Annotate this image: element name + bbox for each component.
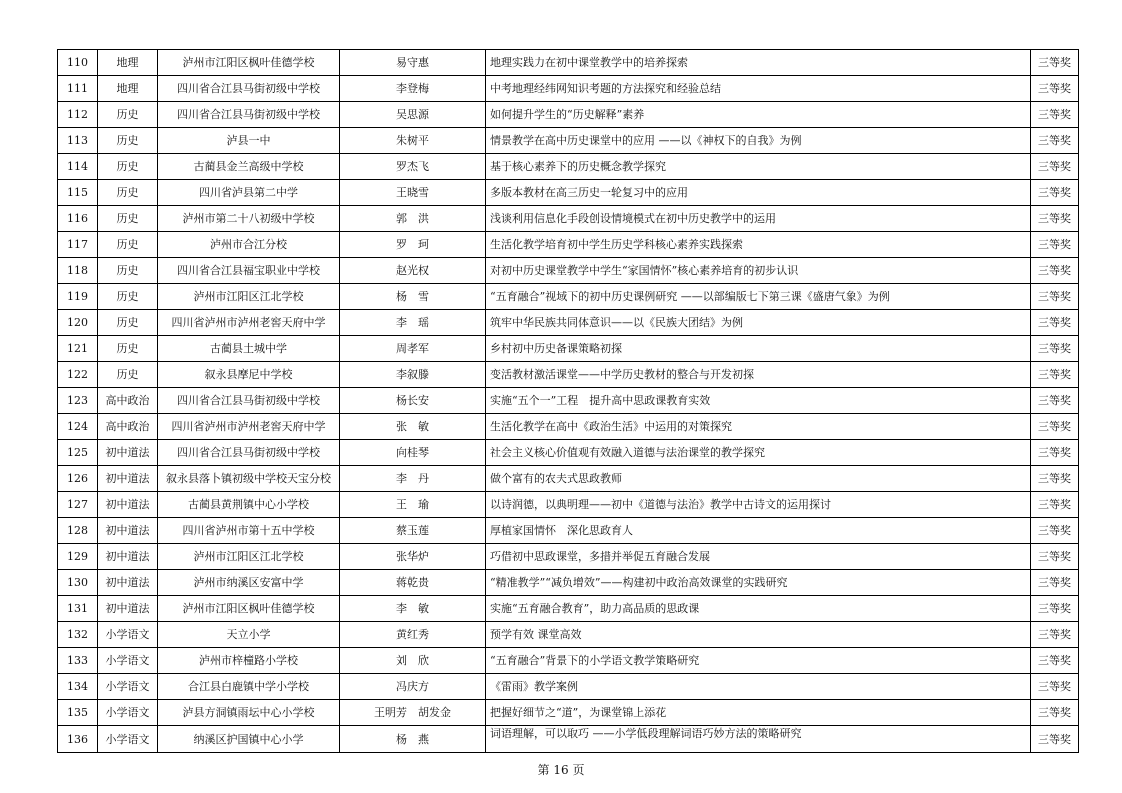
subject-cell: 初中道法 [98,596,158,622]
paper-title-cell: 实施“五育融合教育”，助力高品质的思政课 [486,596,1031,622]
author-cell: 向桂琴 [340,440,486,466]
school-cell: 四川省泸州市泸州老窖天府中学 [158,310,340,336]
author-cell: 杨 燕 [340,726,486,753]
table-row [58,700,1079,726]
row-number: 116 [58,206,98,232]
table-row [58,102,1079,128]
school-cell: 四川省合江县马街初级中学校 [158,440,340,466]
award-cell: 三等奖 [1031,544,1079,570]
award-cell: 三等奖 [1031,336,1079,362]
table-row [58,674,1079,700]
award-cell: 三等奖 [1031,440,1079,466]
row-number: 127 [58,492,98,518]
school-cell: 古蔺县土城中学 [158,336,340,362]
school-cell: 纳溪区护国镇中心小学 [158,726,340,753]
row-number: 134 [58,674,98,700]
paper-title-cell: 情景教学在高中历史课堂中的应用 ——以《神权下的自我》为例 [486,128,1031,154]
author-cell: 吴思源 [340,102,486,128]
school-cell: 泸州市第二十八初级中学校 [158,206,340,232]
award-cell: 三等奖 [1031,310,1079,336]
author-cell: 刘 欣 [340,648,486,674]
award-cell: 三等奖 [1031,466,1079,492]
subject-cell: 小学语文 [98,700,158,726]
author-cell: 李登梅 [340,76,486,102]
author-cell: 冯庆方 [340,674,486,700]
row-number: 118 [58,258,98,284]
row-number: 124 [58,414,98,440]
paper-title-cell: 生活化教学在高中《政治生活》中运用的对策探究 [486,414,1031,440]
row-number: 132 [58,622,98,648]
award-cell: 三等奖 [1031,700,1079,726]
row-number: 115 [58,180,98,206]
subject-cell: 历史 [98,154,158,180]
table-row [58,492,1079,518]
school-cell: 四川省合江县福宝职业中学校 [158,258,340,284]
subject-cell: 历史 [98,284,158,310]
row-number: 131 [58,596,98,622]
school-cell: 叙永县摩尼中学校 [158,362,340,388]
award-cell: 三等奖 [1031,726,1079,753]
row-number: 133 [58,648,98,674]
paper-title-cell: 浅谈利用信息化手段创设情境模式在初中历史教学中的运用 [486,206,1031,232]
paper-title-cell: 地理实践力在初中课堂教学中的培养探索 [486,50,1031,76]
subject-cell: 小学语文 [98,726,158,753]
school-cell: 泸州市江阳区枫叶佳德学校 [158,596,340,622]
award-cell: 三等奖 [1031,388,1079,414]
table-row [58,388,1079,414]
school-cell: 古蔺县金兰高级中学校 [158,154,340,180]
row-number: 117 [58,232,98,258]
school-cell: 四川省合江县马街初级中学校 [158,388,340,414]
subject-cell: 高中政治 [98,388,158,414]
school-cell: 泸州市江阳区枫叶佳德学校 [158,50,340,76]
paper-title-cell: 以诗润德，以典明理——初中《道德与法治》教学中古诗文的运用探讨 [486,492,1031,518]
award-cell: 三等奖 [1031,414,1079,440]
subject-cell: 历史 [98,310,158,336]
author-cell: 张 敏 [340,414,486,440]
paper-title-cell: 词语理解，可以取巧 ——小学低段理解词语巧妙方法的策略研究 [486,726,1031,753]
row-number: 110 [58,50,98,76]
awards-table [57,49,1079,753]
award-cell: 三等奖 [1031,596,1079,622]
school-cell: 泸州市纳溪区安富中学 [158,570,340,596]
table-row [58,440,1079,466]
table-row [58,154,1079,180]
row-number: 120 [58,310,98,336]
table-row [58,466,1079,492]
paper-title-cell: 巧借初中思政课堂，多措并举促五育融合发展 [486,544,1031,570]
subject-cell: 历史 [98,362,158,388]
school-cell: 泸州市梓橦路小学校 [158,648,340,674]
award-cell: 三等奖 [1031,154,1079,180]
author-cell: 蔡玉莲 [340,518,486,544]
award-cell: 三等奖 [1031,492,1079,518]
table-row [58,258,1079,284]
row-number: 135 [58,700,98,726]
author-cell: 杨 雪 [340,284,486,310]
subject-cell: 历史 [98,180,158,206]
school-cell: 泸州市江阳区江北学校 [158,284,340,310]
paper-title-cell: “精准教学”“减负增效”——构建初中政治高效课堂的实践研究 [486,570,1031,596]
paper-title-cell: 把握好细节之“道”，为课堂锦上添花 [486,700,1031,726]
school-cell: 泸县方洞镇雨坛中心小学校 [158,700,340,726]
author-cell: 黄红秀 [340,622,486,648]
table-row [58,622,1079,648]
subject-cell: 小学语文 [98,648,158,674]
table-row [58,180,1079,206]
award-cell: 三等奖 [1031,102,1079,128]
subject-cell: 小学语文 [98,674,158,700]
subject-cell: 初中道法 [98,440,158,466]
author-cell: 蒋乾贵 [340,570,486,596]
award-cell: 三等奖 [1031,76,1079,102]
table-row [58,648,1079,674]
row-number: 125 [58,440,98,466]
paper-title-cell: “五育融合”背景下的小学语文教学策略研究 [486,648,1031,674]
subject-cell: 地理 [98,76,158,102]
subject-cell: 初中道法 [98,570,158,596]
school-cell: 叙永县落卜镇初级中学校天宝分校 [158,466,340,492]
paper-title-cell: 做个富有的农夫式思政教师 [486,466,1031,492]
award-cell: 三等奖 [1031,284,1079,310]
school-cell: 四川省泸县第二中学 [158,180,340,206]
row-number: 129 [58,544,98,570]
subject-cell: 初中道法 [98,544,158,570]
row-number: 122 [58,362,98,388]
award-cell: 三等奖 [1031,50,1079,76]
school-cell: 四川省合江县马街初级中学校 [158,76,340,102]
table-row [58,518,1079,544]
award-cell: 三等奖 [1031,674,1079,700]
award-cell: 三等奖 [1031,258,1079,284]
paper-title-cell: 《雷雨》教学案例 [486,674,1031,700]
award-cell: 三等奖 [1031,518,1079,544]
paper-title-cell: 预学有效 课堂高效 [486,622,1031,648]
author-cell: 李 敏 [340,596,486,622]
paper-title-cell: 中考地理经纬网知识考题的方法探究和经验总结 [486,76,1031,102]
table-row [58,232,1079,258]
subject-cell: 历史 [98,102,158,128]
school-cell: 古蔺县黄荆镇中心小学校 [158,492,340,518]
author-cell: 李叙滕 [340,362,486,388]
row-number: 111 [58,76,98,102]
author-cell: 易守惠 [340,50,486,76]
table-row [58,726,1079,753]
award-cell: 三等奖 [1031,128,1079,154]
author-cell: 王明芳 胡发金 [340,700,486,726]
row-number: 136 [58,726,98,753]
row-number: 121 [58,336,98,362]
subject-cell: 初中道法 [98,518,158,544]
table-row [58,128,1079,154]
table-row [58,544,1079,570]
author-cell: 周孝军 [340,336,486,362]
row-number: 113 [58,128,98,154]
paper-title-cell: 筑牢中华民族共同体意识——以《民族大团结》为例 [486,310,1031,336]
subject-cell: 初中道法 [98,466,158,492]
table-row [58,206,1079,232]
award-cell: 三等奖 [1031,206,1079,232]
subject-cell: 历史 [98,206,158,232]
award-cell: 三等奖 [1031,362,1079,388]
school-cell: 泸县一中 [158,128,340,154]
author-cell: 李 丹 [340,466,486,492]
award-cell: 三等奖 [1031,232,1079,258]
paper-title-cell: 乡村初中历史备课策略初探 [486,336,1031,362]
row-number: 123 [58,388,98,414]
school-cell: 四川省泸州市泸州老窖天府中学 [158,414,340,440]
school-cell: 四川省泸州市第十五中学校 [158,518,340,544]
row-number: 119 [58,284,98,310]
paper-title-cell: 对初中历史课堂教学中学生“家国情怀”核心素养培育的初步认识 [486,258,1031,284]
author-cell: 罗杰飞 [340,154,486,180]
school-cell: 天立小学 [158,622,340,648]
paper-title-cell: 厚植家国情怀 深化思政育人 [486,518,1031,544]
table-row [58,596,1079,622]
school-cell: 四川省合江县马街初级中学校 [158,102,340,128]
author-cell: 赵光权 [340,258,486,284]
row-number: 114 [58,154,98,180]
subject-cell: 历史 [98,128,158,154]
award-cell: 三等奖 [1031,570,1079,596]
subject-cell: 高中政治 [98,414,158,440]
school-cell: 泸州市江阳区江北学校 [158,544,340,570]
paper-title-cell: 社会主义核心价值观有效融入道德与法治课堂的教学探究 [486,440,1031,466]
subject-cell: 历史 [98,336,158,362]
paper-title-cell: “五育融合”视域下的初中历史课例研究 ——以部编版七下第三课《盛唐气象》为例 [486,284,1031,310]
paper-title-cell: 多版本教材在高三历史一轮复习中的应用 [486,180,1031,206]
paper-title-cell: 生活化教学培育初中学生历史学科核心素养实践探索 [486,232,1031,258]
table-row [58,362,1079,388]
award-cell: 三等奖 [1031,180,1079,206]
table-row [58,336,1079,362]
page-number: 第 16 页 [537,763,585,777]
subject-cell: 历史 [98,232,158,258]
award-cell: 三等奖 [1031,622,1079,648]
row-number: 130 [58,570,98,596]
paper-title-cell: 实施“五个一”工程 提升高中思政课教育实效 [486,388,1031,414]
subject-cell: 小学语文 [98,622,158,648]
paper-title-cell: 变活教材激活课堂——中学历史教材的整合与开发初探 [486,362,1031,388]
author-cell: 郭 洪 [340,206,486,232]
row-number: 128 [58,518,98,544]
school-cell: 泸州市合江分校 [158,232,340,258]
author-cell: 杨长安 [340,388,486,414]
author-cell: 王 瑜 [340,492,486,518]
author-cell: 王晓雪 [340,180,486,206]
awards-table-body [58,50,1079,753]
subject-cell: 历史 [98,258,158,284]
paper-title-cell: 基于核心素养下的历史概念教学探究 [486,154,1031,180]
award-cell: 三等奖 [1031,648,1079,674]
table-row [58,310,1079,336]
author-cell: 罗 珂 [340,232,486,258]
row-number: 112 [58,102,98,128]
subject-cell: 初中道法 [98,492,158,518]
school-cell: 合江县白鹿镇中学小学校 [158,674,340,700]
row-number: 126 [58,466,98,492]
author-cell: 张华炉 [340,544,486,570]
author-cell: 朱树平 [340,128,486,154]
table-row [58,414,1079,440]
subject-cell: 地理 [98,50,158,76]
table-row [58,76,1079,102]
paper-title-cell: 如何提升学生的“历史解释”素养 [486,102,1031,128]
author-cell: 李 瑶 [340,310,486,336]
table-row [58,284,1079,310]
table-row [58,50,1079,76]
table-row [58,570,1079,596]
